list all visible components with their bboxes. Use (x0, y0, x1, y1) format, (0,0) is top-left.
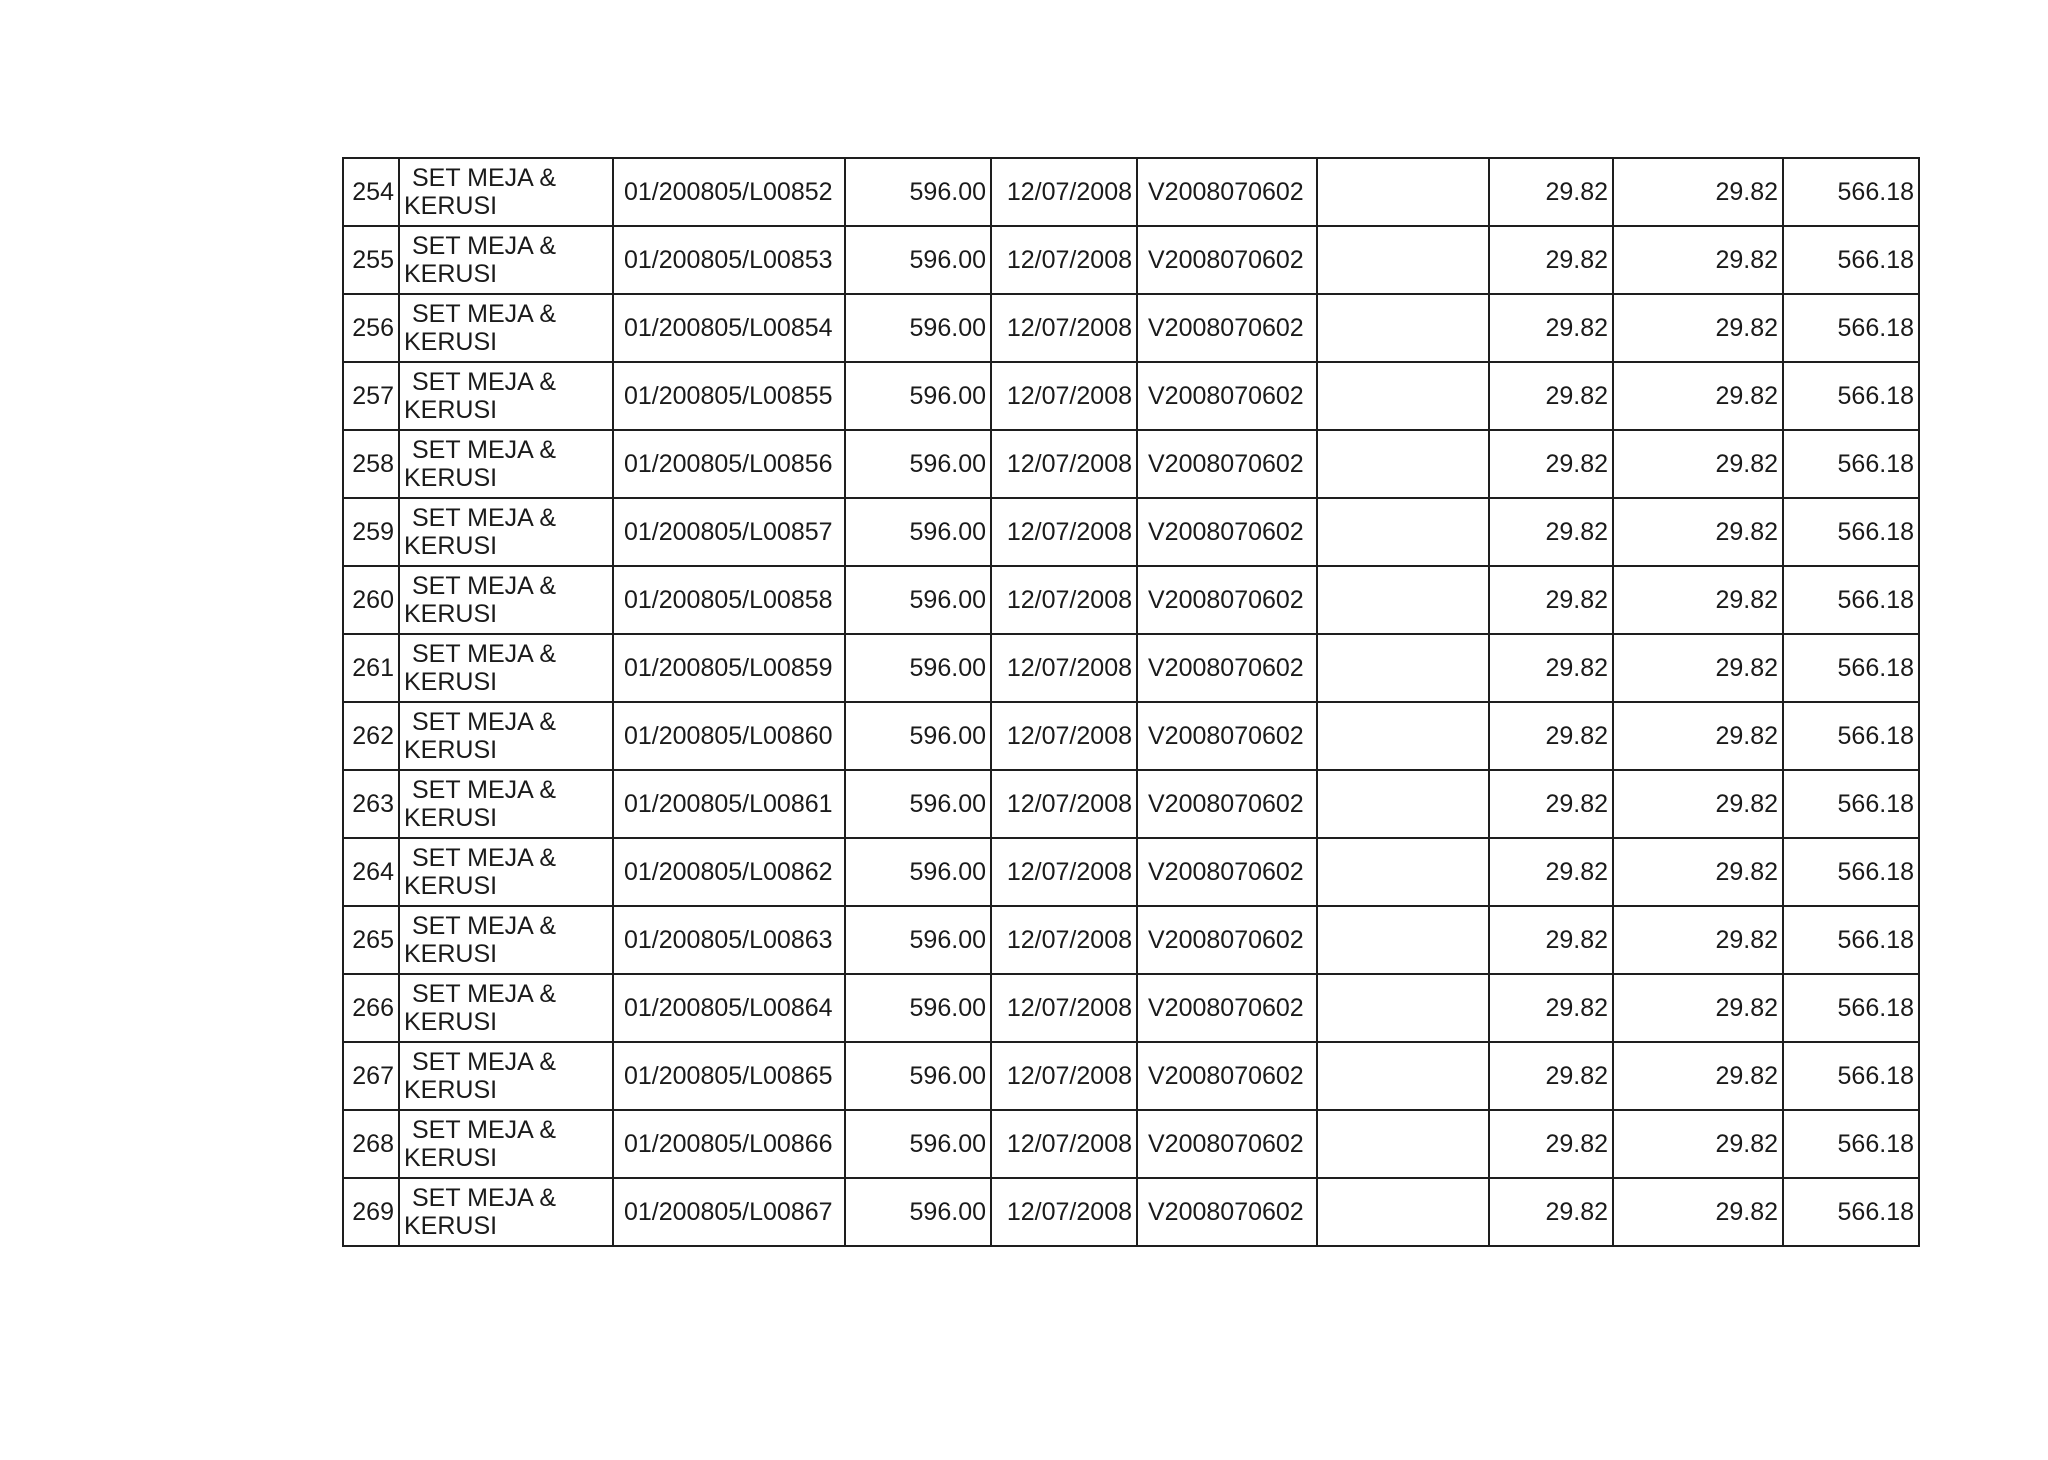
item-line-2: KERUSI (404, 668, 498, 696)
accumulated-depreciation-cell: 29.82 (1613, 158, 1783, 226)
accumulated-depreciation-cell: 29.82 (1613, 770, 1783, 838)
date-cell: 12/07/2008 (991, 226, 1137, 294)
item-description-cell (399, 158, 613, 226)
net-book-value-cell: 566.18 (1783, 430, 1919, 498)
cost-cell: 596.00 (845, 1178, 991, 1246)
item-line-1: SET MEJA & (412, 436, 557, 464)
item-line-1: SET MEJA & (412, 1184, 557, 1212)
net-book-value-cell: 566.18 (1783, 634, 1919, 702)
accumulated-depreciation-cell: 29.82 (1613, 226, 1783, 294)
net-book-value-cell: 566.18 (1783, 974, 1919, 1042)
accumulated-depreciation-cell: 29.82 (1613, 566, 1783, 634)
voucher-ref-cell: V2008070602 (1137, 770, 1317, 838)
item-description-cell (399, 906, 613, 974)
row-number-cell: 268 (343, 1110, 399, 1178)
date-cell: 12/07/2008 (991, 702, 1137, 770)
item-description-cell (399, 226, 613, 294)
voucher-ref-cell: V2008070602 (1137, 294, 1317, 362)
cost-cell: 596.00 (845, 974, 991, 1042)
cost-cell: 596.00 (845, 430, 991, 498)
blank-cell (1317, 294, 1489, 362)
voucher-ref-cell: V2008070602 (1137, 974, 1317, 1042)
cost-cell: 596.00 (845, 566, 991, 634)
depreciation-cell: 29.82 (1489, 634, 1613, 702)
item-line-2: KERUSI (404, 600, 498, 628)
item-line-2: KERUSI (404, 464, 498, 492)
item-description-cell (399, 974, 613, 1042)
item-line-1: SET MEJA & (412, 504, 557, 532)
date-cell: 12/07/2008 (991, 906, 1137, 974)
asset-code-cell: 01/200805/L00856 (613, 430, 845, 498)
item-description-cell (399, 430, 613, 498)
date-cell: 12/07/2008 (991, 158, 1137, 226)
voucher-ref-cell: V2008070602 (1137, 1042, 1317, 1110)
table-row (343, 974, 1919, 1042)
asset-code-cell: 01/200805/L00859 (613, 634, 845, 702)
accumulated-depreciation-cell: 29.82 (1613, 906, 1783, 974)
depreciation-cell: 29.82 (1489, 906, 1613, 974)
voucher-ref-cell: V2008070602 (1137, 702, 1317, 770)
item-description-cell (399, 838, 613, 906)
voucher-ref-cell: V2008070602 (1137, 498, 1317, 566)
row-number-cell: 267 (343, 1042, 399, 1110)
date-cell: 12/07/2008 (991, 1178, 1137, 1246)
cost-cell: 596.00 (845, 1042, 991, 1110)
cost-cell: 596.00 (845, 498, 991, 566)
item-line-1: SET MEJA & (412, 980, 557, 1008)
table-row (343, 838, 1919, 906)
accumulated-depreciation-cell: 29.82 (1613, 294, 1783, 362)
blank-cell (1317, 634, 1489, 702)
row-number-cell: 265 (343, 906, 399, 974)
table-row (343, 362, 1919, 430)
net-book-value-cell: 566.18 (1783, 1178, 1919, 1246)
item-line-1: SET MEJA & (412, 164, 557, 192)
item-description-cell (399, 566, 613, 634)
item-description-cell (399, 770, 613, 838)
table-row (343, 1178, 1919, 1246)
date-cell: 12/07/2008 (991, 838, 1137, 906)
cost-cell: 596.00 (845, 226, 991, 294)
blank-cell (1317, 1042, 1489, 1110)
net-book-value-cell: 566.18 (1783, 294, 1919, 362)
item-line-2: KERUSI (404, 328, 498, 356)
net-book-value-cell: 566.18 (1783, 226, 1919, 294)
table-row (343, 634, 1919, 702)
item-description-cell (399, 1178, 613, 1246)
depreciation-cell: 29.82 (1489, 1110, 1613, 1178)
blank-cell (1317, 838, 1489, 906)
item-line-1: SET MEJA & (412, 232, 557, 260)
voucher-ref-cell: V2008070602 (1137, 158, 1317, 226)
cost-cell: 596.00 (845, 634, 991, 702)
depreciation-cell: 29.82 (1489, 702, 1613, 770)
item-line-1: SET MEJA & (412, 300, 557, 328)
asset-code-cell: 01/200805/L00863 (613, 906, 845, 974)
depreciation-cell: 29.82 (1489, 1178, 1613, 1246)
voucher-ref-cell: V2008070602 (1137, 362, 1317, 430)
item-line-1: SET MEJA & (412, 1116, 557, 1144)
net-book-value-cell: 566.18 (1783, 566, 1919, 634)
item-description-cell (399, 294, 613, 362)
blank-cell (1317, 1110, 1489, 1178)
depreciation-cell: 29.82 (1489, 770, 1613, 838)
row-number-cell: 264 (343, 838, 399, 906)
asset-code-cell: 01/200805/L00862 (613, 838, 845, 906)
item-line-2: KERUSI (404, 1008, 498, 1036)
item-description-cell (399, 702, 613, 770)
asset-register-table (342, 157, 1920, 1247)
voucher-ref-cell: V2008070602 (1137, 1110, 1317, 1178)
blank-cell (1317, 498, 1489, 566)
item-line-1: SET MEJA & (412, 844, 557, 872)
blank-cell (1317, 1178, 1489, 1246)
net-book-value-cell: 566.18 (1783, 1110, 1919, 1178)
cost-cell: 596.00 (845, 294, 991, 362)
depreciation-cell: 29.82 (1489, 294, 1613, 362)
blank-cell (1317, 226, 1489, 294)
depreciation-cell: 29.82 (1489, 362, 1613, 430)
item-line-1: SET MEJA & (412, 708, 557, 736)
asset-code-cell: 01/200805/L00864 (613, 974, 845, 1042)
table-row (343, 1110, 1919, 1178)
row-number-cell: 260 (343, 566, 399, 634)
voucher-ref-cell: V2008070602 (1137, 634, 1317, 702)
date-cell: 12/07/2008 (991, 1110, 1137, 1178)
row-number-cell: 262 (343, 702, 399, 770)
item-line-2: KERUSI (404, 736, 498, 764)
voucher-ref-cell: V2008070602 (1137, 838, 1317, 906)
voucher-ref-cell: V2008070602 (1137, 226, 1317, 294)
date-cell: 12/07/2008 (991, 1042, 1137, 1110)
cost-cell: 596.00 (845, 838, 991, 906)
asset-code-cell: 01/200805/L00860 (613, 702, 845, 770)
table-row (343, 566, 1919, 634)
row-number-cell: 256 (343, 294, 399, 362)
table-row (343, 1042, 1919, 1110)
asset-code-cell: 01/200805/L00853 (613, 226, 845, 294)
accumulated-depreciation-cell: 29.82 (1613, 498, 1783, 566)
row-number-cell: 266 (343, 974, 399, 1042)
cost-cell: 596.00 (845, 906, 991, 974)
blank-cell (1317, 566, 1489, 634)
table-row (343, 430, 1919, 498)
net-book-value-cell: 566.18 (1783, 362, 1919, 430)
item-line-2: KERUSI (404, 260, 498, 288)
blank-cell (1317, 430, 1489, 498)
blank-cell (1317, 906, 1489, 974)
depreciation-cell: 29.82 (1489, 974, 1613, 1042)
item-line-2: KERUSI (404, 1144, 498, 1172)
row-number-cell: 259 (343, 498, 399, 566)
accumulated-depreciation-cell: 29.82 (1613, 1178, 1783, 1246)
table-row (343, 158, 1919, 226)
item-description-cell (399, 1110, 613, 1178)
depreciation-cell: 29.82 (1489, 430, 1613, 498)
depreciation-cell: 29.82 (1489, 226, 1613, 294)
item-line-2: KERUSI (404, 1076, 498, 1104)
table-row (343, 702, 1919, 770)
row-number-cell: 261 (343, 634, 399, 702)
cost-cell: 596.00 (845, 158, 991, 226)
accumulated-depreciation-cell: 29.82 (1613, 702, 1783, 770)
accumulated-depreciation-cell: 29.82 (1613, 974, 1783, 1042)
row-number-cell: 255 (343, 226, 399, 294)
table-row (343, 770, 1919, 838)
blank-cell (1317, 362, 1489, 430)
table-row (343, 226, 1919, 294)
row-number-cell: 258 (343, 430, 399, 498)
voucher-ref-cell: V2008070602 (1137, 566, 1317, 634)
date-cell: 12/07/2008 (991, 498, 1137, 566)
date-cell: 12/07/2008 (991, 566, 1137, 634)
net-book-value-cell: 566.18 (1783, 158, 1919, 226)
blank-cell (1317, 158, 1489, 226)
item-line-1: SET MEJA & (412, 776, 557, 804)
asset-code-cell: 01/200805/L00865 (613, 1042, 845, 1110)
asset-code-cell: 01/200805/L00866 (613, 1110, 845, 1178)
item-line-2: KERUSI (404, 804, 498, 832)
net-book-value-cell: 566.18 (1783, 498, 1919, 566)
table-row (343, 294, 1919, 362)
depreciation-cell: 29.82 (1489, 498, 1613, 566)
date-cell: 12/07/2008 (991, 770, 1137, 838)
accumulated-depreciation-cell: 29.82 (1613, 362, 1783, 430)
depreciation-cell: 29.82 (1489, 1042, 1613, 1110)
item-line-2: KERUSI (404, 940, 498, 968)
net-book-value-cell: 566.18 (1783, 702, 1919, 770)
cost-cell: 596.00 (845, 1110, 991, 1178)
item-line-2: KERUSI (404, 192, 498, 220)
item-line-1: SET MEJA & (412, 912, 557, 940)
item-line-2: KERUSI (404, 872, 498, 900)
date-cell: 12/07/2008 (991, 430, 1137, 498)
accumulated-depreciation-cell: 29.82 (1613, 1110, 1783, 1178)
blank-cell (1317, 770, 1489, 838)
asset-code-cell: 01/200805/L00858 (613, 566, 845, 634)
table-row (343, 906, 1919, 974)
date-cell: 12/07/2008 (991, 974, 1137, 1042)
item-line-2: KERUSI (404, 396, 498, 424)
asset-code-cell: 01/200805/L00852 (613, 158, 845, 226)
item-line-2: KERUSI (404, 1212, 498, 1240)
asset-code-cell: 01/200805/L00855 (613, 362, 845, 430)
table-body (343, 158, 1919, 1246)
net-book-value-cell: 566.18 (1783, 838, 1919, 906)
voucher-ref-cell: V2008070602 (1137, 430, 1317, 498)
voucher-ref-cell: V2008070602 (1137, 1178, 1317, 1246)
row-number-cell: 263 (343, 770, 399, 838)
depreciation-cell: 29.82 (1489, 838, 1613, 906)
cost-cell: 596.00 (845, 362, 991, 430)
asset-code-cell: 01/200805/L00867 (613, 1178, 845, 1246)
item-line-1: SET MEJA & (412, 368, 557, 396)
net-book-value-cell: 566.18 (1783, 906, 1919, 974)
accumulated-depreciation-cell: 29.82 (1613, 838, 1783, 906)
date-cell: 12/07/2008 (991, 634, 1137, 702)
date-cell: 12/07/2008 (991, 294, 1137, 362)
asset-code-cell: 01/200805/L00857 (613, 498, 845, 566)
net-book-value-cell: 566.18 (1783, 1042, 1919, 1110)
row-number-cell: 257 (343, 362, 399, 430)
date-cell: 12/07/2008 (991, 362, 1137, 430)
blank-cell (1317, 702, 1489, 770)
accumulated-depreciation-cell: 29.82 (1613, 430, 1783, 498)
item-line-1: SET MEJA & (412, 1048, 557, 1076)
cost-cell: 596.00 (845, 770, 991, 838)
asset-code-cell: 01/200805/L00854 (613, 294, 845, 362)
asset-code-cell: 01/200805/L00861 (613, 770, 845, 838)
blank-cell (1317, 974, 1489, 1042)
row-number-cell: 269 (343, 1178, 399, 1246)
row-number-cell: 254 (343, 158, 399, 226)
voucher-ref-cell: V2008070602 (1137, 906, 1317, 974)
item-line-1: SET MEJA & (412, 640, 557, 668)
net-book-value-cell: 566.18 (1783, 770, 1919, 838)
depreciation-cell: 29.82 (1489, 566, 1613, 634)
accumulated-depreciation-cell: 29.82 (1613, 1042, 1783, 1110)
item-line-1: SET MEJA & (412, 572, 557, 600)
depreciation-cell: 29.82 (1489, 158, 1613, 226)
item-description-cell (399, 634, 613, 702)
item-description-cell (399, 498, 613, 566)
item-line-2: KERUSI (404, 532, 498, 560)
item-description-cell (399, 1042, 613, 1110)
cost-cell: 596.00 (845, 702, 991, 770)
item-description-cell (399, 362, 613, 430)
table-row (343, 498, 1919, 566)
accumulated-depreciation-cell: 29.82 (1613, 634, 1783, 702)
